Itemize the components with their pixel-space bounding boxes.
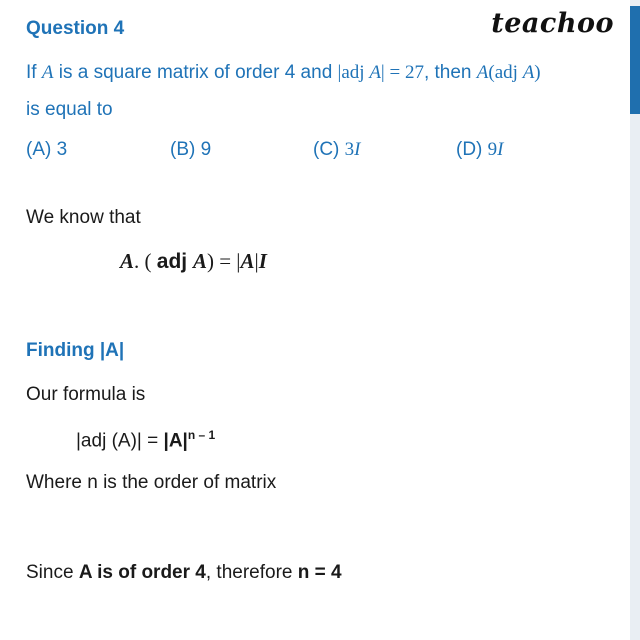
identity-equation: A. ( adj A) = |A|I: [120, 249, 267, 273]
option-c: (C) 3I: [313, 139, 361, 160]
question-title: Question 4: [26, 18, 125, 39]
formula-line: |adj $(A)| = |A|^{n - 1}$: [76, 428, 216, 452]
since-line: Since A is of order 4, therefore n = 4: [26, 562, 342, 583]
option-a: (A) 3: [26, 139, 68, 160]
scrollbar-thumb[interactable]: [630, 6, 640, 114]
question-line-1: If A is a square matrix of order 4 and |adj A| = 27, then A(adj A): [26, 62, 541, 83]
we-know-text: We know that: [26, 207, 141, 228]
where-text: Where n is the order of matrix: [26, 472, 277, 493]
scrollbar[interactable]: [630, 0, 640, 640]
question-line-2: is equal to: [26, 99, 113, 120]
formula-intro: Our formula is: [26, 384, 146, 405]
option-d: (D) 9I: [456, 139, 504, 160]
teachoo-logo: teachoo: [491, 8, 614, 39]
finding-heading: Finding |A|: [26, 340, 125, 361]
option-b: (B) 9: [170, 139, 212, 160]
